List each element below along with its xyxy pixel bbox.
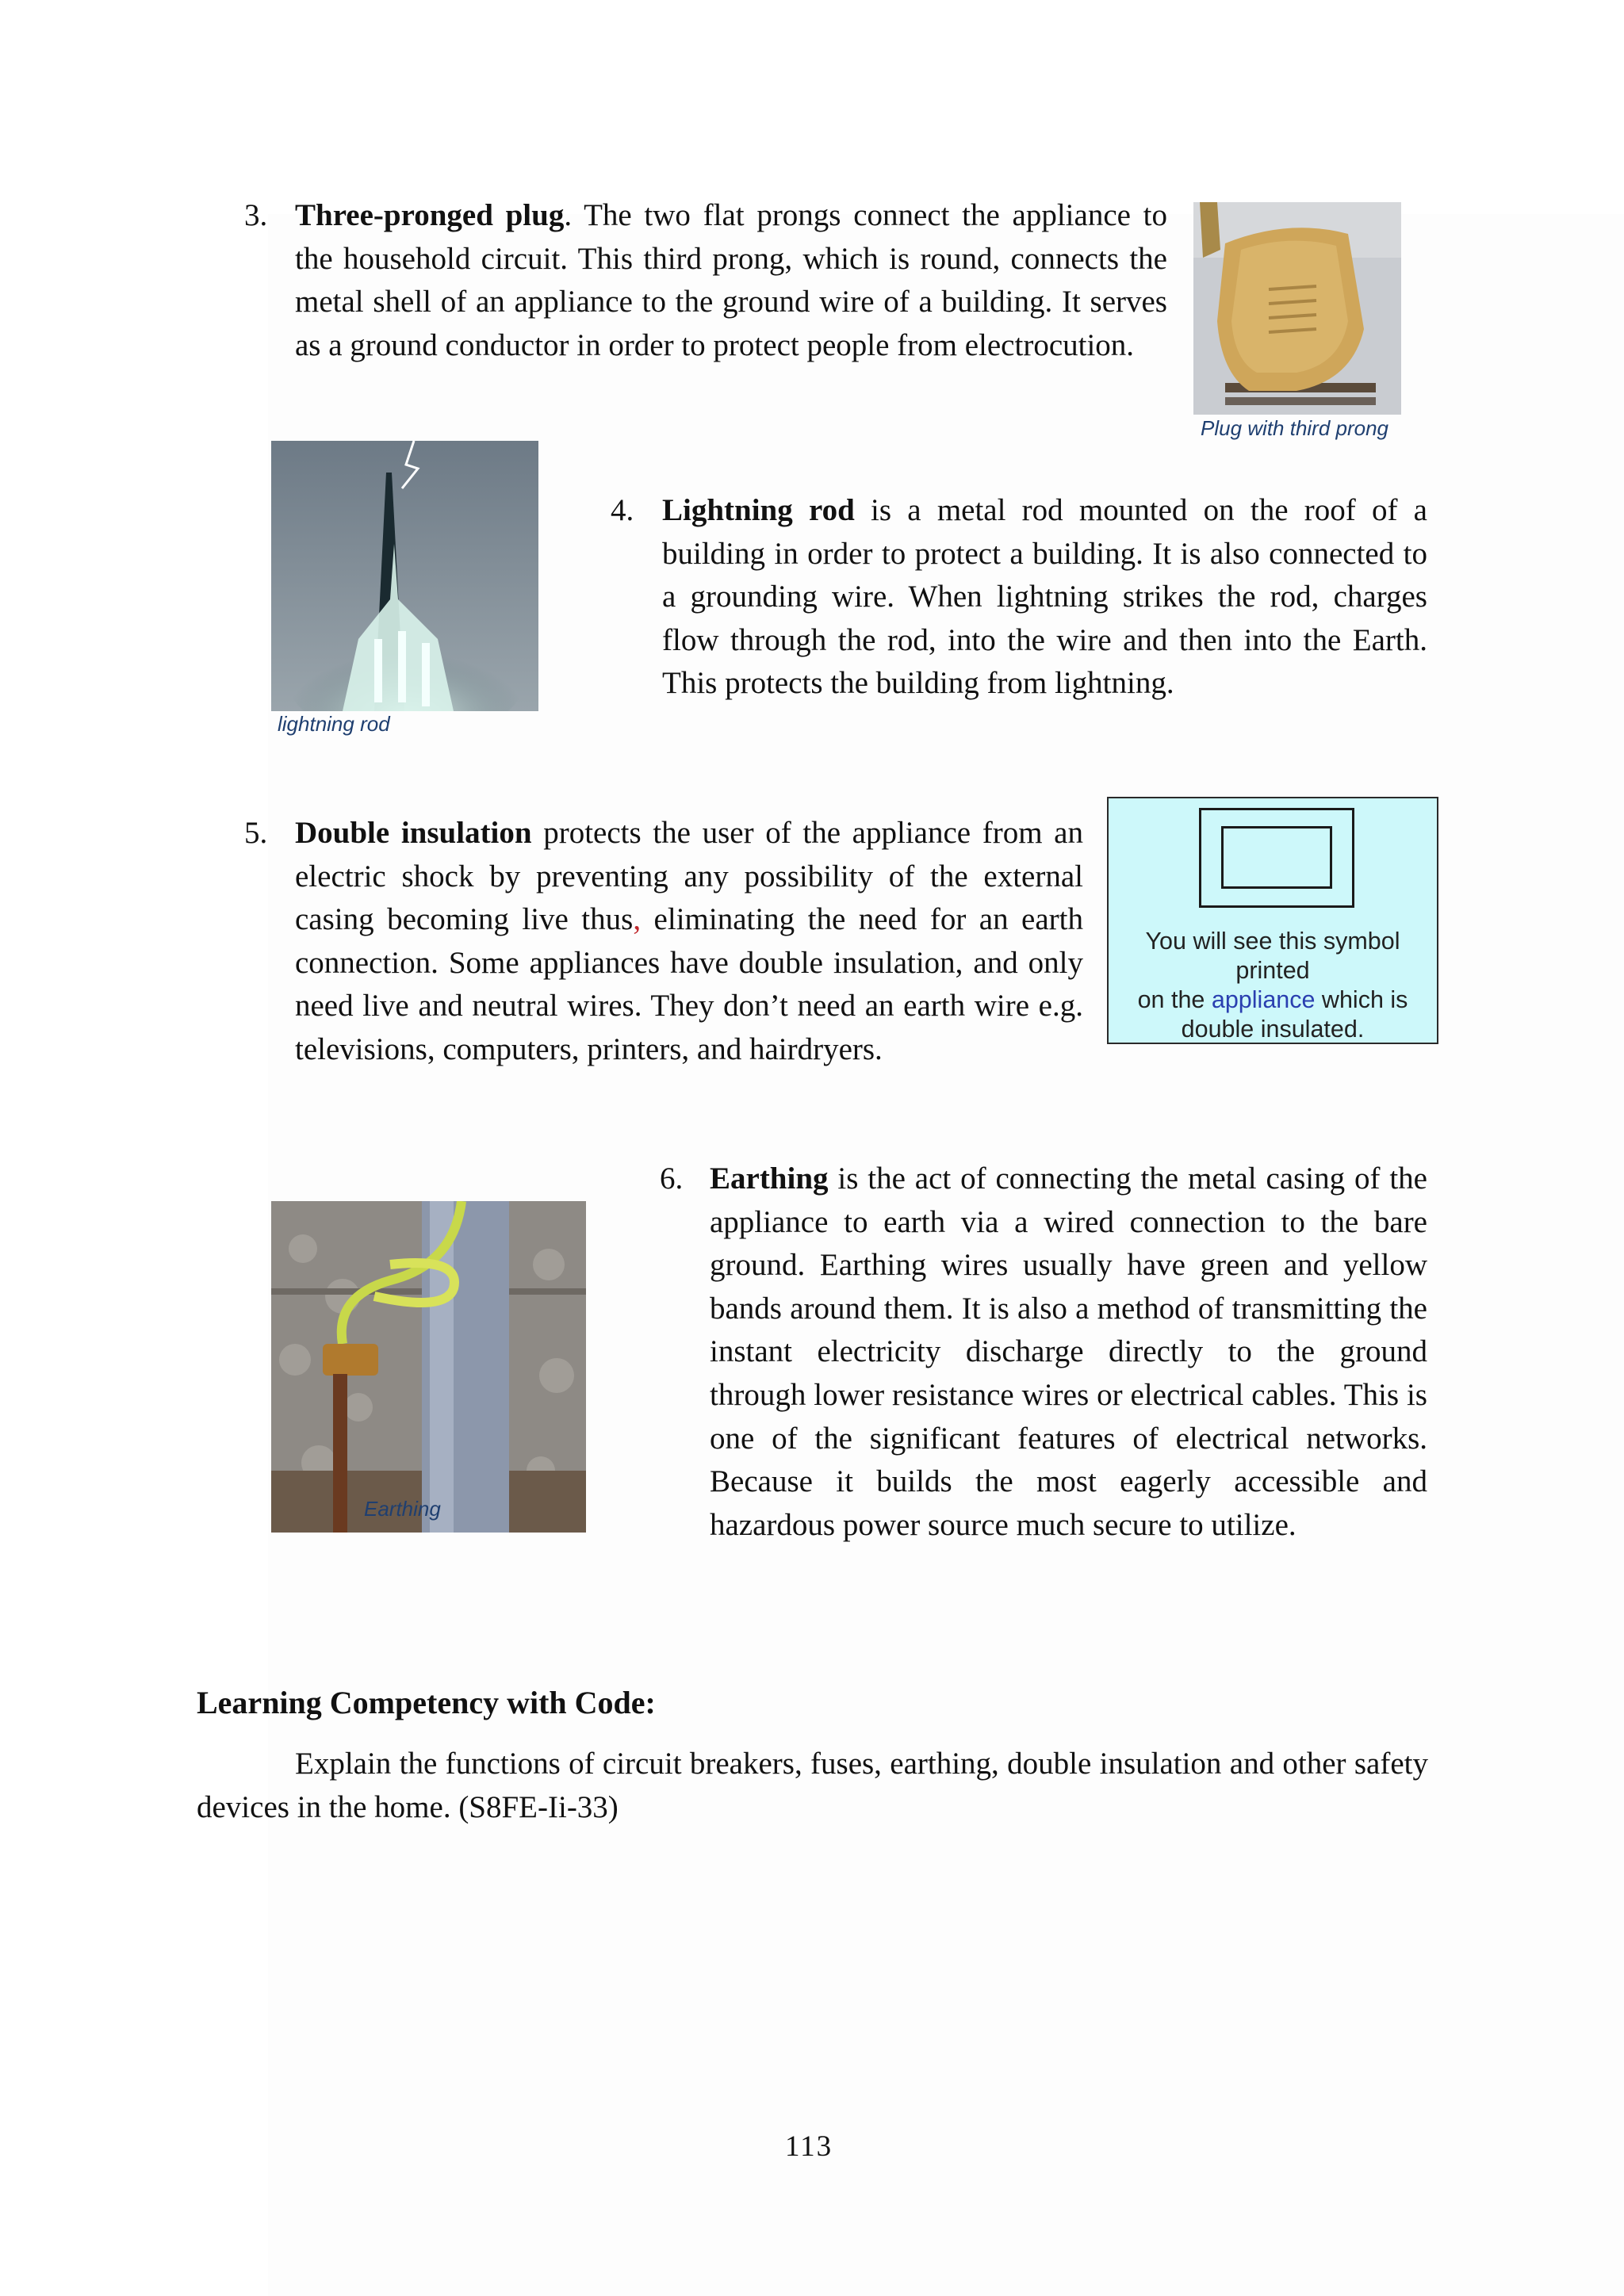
symbol-text-line4: double insulated. xyxy=(1181,1016,1365,1043)
competency-text: Explain the functions of circuit breakers, fuses, earthing, double insulation and other safety devices in the home. (S8FE-Ii-33) xyxy=(197,1747,1428,1824)
symbol-text-line3-c: which is xyxy=(1315,986,1408,1013)
earthing-illustration xyxy=(271,1201,586,1533)
double-insulation-paragraph xyxy=(295,812,1083,1072)
item-number-3: 3. xyxy=(244,198,268,232)
lightning-rod-term: Lightning rod xyxy=(662,493,855,527)
double-insulation-text-1: protects the user of the appliance from an electric shock by preventing any possibility of the external casing becoming live thus xyxy=(295,816,1083,937)
plug-illustration xyxy=(1193,202,1401,415)
lightning-rod-paragraph xyxy=(662,489,1427,706)
lightning-rod-text: is a metal rod mounted on the roof of a building in order to protect a building. It is also connected to a grounding wire. When lightning strikes the rod, charges flow through the rod, into the wire and then into the Earth. This protects the building from lightning. xyxy=(662,493,1427,701)
lightning-rod-caption: lightning rod xyxy=(278,712,390,736)
plug-photo xyxy=(1193,202,1401,415)
double-square-outer-icon xyxy=(1199,808,1354,908)
item-number-5: 5. xyxy=(244,816,268,850)
earthing-paragraph xyxy=(710,1158,1427,1547)
double-square-inner-icon xyxy=(1221,826,1332,889)
earthing-photo xyxy=(271,1201,586,1533)
double-insulation-comma: , xyxy=(633,902,642,937)
double-insulation-symbol-box xyxy=(1107,797,1438,1044)
lightning-rod-illustration xyxy=(271,441,538,711)
double-insulation-term: Double insulation xyxy=(295,816,532,850)
plug-caption: Plug with third prong xyxy=(1201,416,1389,440)
symbol-text-appliance: appliance xyxy=(1211,986,1316,1013)
earthing-text: is the act of connecting the metal casing of the appliance to earth via a wired connection to the bare ground. Earthing wires usually have green and yellow bands around them. It is also a method of transmitting the instant electricity discharge directly to the ground through lower resistance wires or electrical cables. This is one of the significant features of electrical networks. Because it builds the most eagerly accessible and hazardous power source much secure to utilize. xyxy=(710,1161,1427,1542)
page-number: 113 xyxy=(785,2130,833,2163)
item-number-4: 4. xyxy=(611,493,634,527)
symbol-text-line3-a: on the xyxy=(1137,986,1212,1013)
earthing-caption: Earthing xyxy=(364,1497,441,1521)
competency-heading: Learning Competency with Code: xyxy=(197,1685,656,1720)
three-pronged-plug-term: Three-pronged plug xyxy=(295,198,565,232)
symbol-text-line3 xyxy=(1109,985,1437,1015)
three-pronged-plug-paragraph xyxy=(295,194,1167,367)
symbol-text-line2: printed xyxy=(1235,957,1310,984)
earthing-term: Earthing xyxy=(710,1161,829,1196)
symbol-text-line1: You will see this symbol xyxy=(1145,928,1400,955)
item-number-6: 6. xyxy=(660,1161,684,1196)
lightning-rod-photo xyxy=(271,441,538,711)
three-pronged-plug-text: . The two flat prongs connect the appliance to the household circuit. This third prong, which is round, connects the metal shell of an appliance to the ground wire of a building. It serves as a ground conductor in order to protect people from electrocution. xyxy=(295,198,1167,362)
double-insulation-text-2: eliminating the need for an earth connection. Some appliances have double insulation, and only need live and neutral wires. They don’t need an earth wire e.g. televisions, computers, printers, and hairdryers. xyxy=(295,902,1083,1066)
